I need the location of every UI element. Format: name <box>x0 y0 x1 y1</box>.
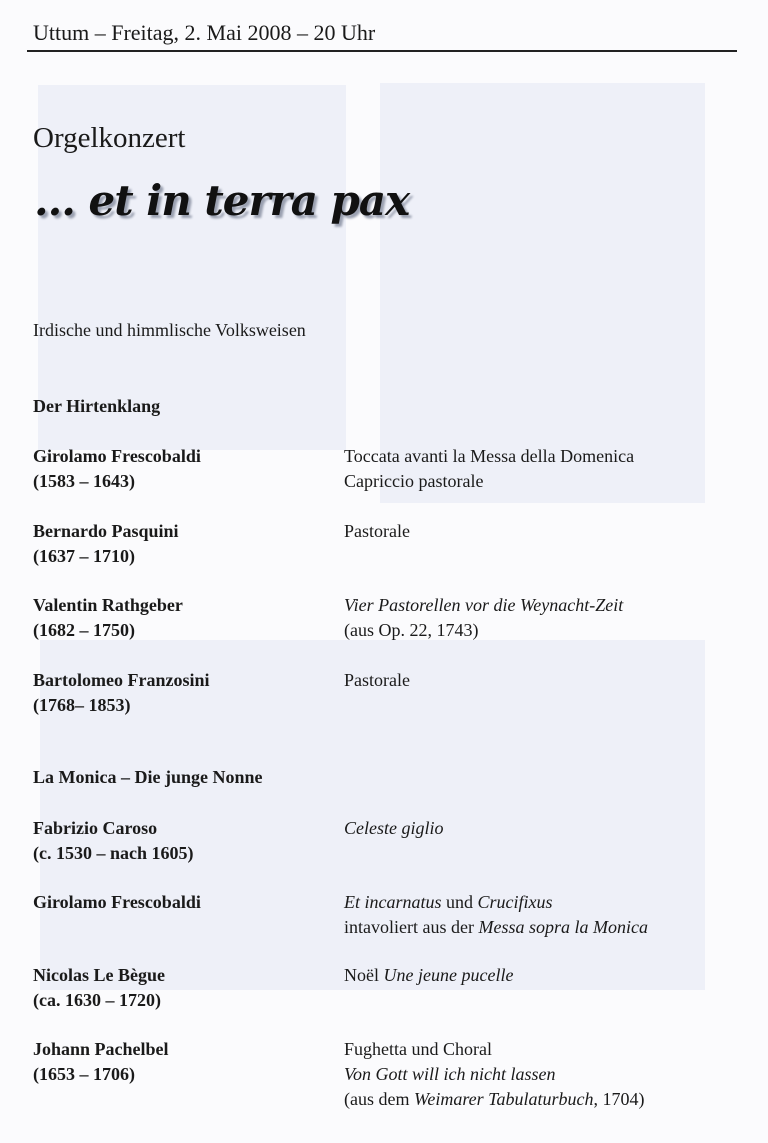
works <box>344 593 744 643</box>
work-line <box>344 444 744 469</box>
work-text: Crucifixus <box>477 892 553 912</box>
work-line <box>344 890 744 915</box>
work-text: (aus Op. 22, 1743) <box>344 620 479 640</box>
concert-subtitle: Irdische und himmlische Volksweisen <box>33 320 306 340</box>
works <box>344 444 744 494</box>
work-text: Noël <box>344 965 384 985</box>
composer-name: Johann Pachelbel <box>33 1039 169 1059</box>
concert-motto: ... et in terra pax <box>34 176 410 225</box>
work-text: Messa sopra la Monica <box>478 917 648 937</box>
work-line <box>344 1037 744 1062</box>
work-text: Et incarnatus <box>344 892 442 912</box>
work-text: Vier Pastorellen vor die Weynacht-Zeit <box>344 595 624 615</box>
composer <box>33 519 333 569</box>
composer-dates: (1768– 1853) <box>33 695 131 715</box>
work-text: Von Gott will ich nicht lassen <box>344 1064 556 1084</box>
works <box>344 668 744 693</box>
works <box>344 519 744 544</box>
work-line <box>344 618 744 643</box>
work-text: , 1704) <box>593 1089 645 1109</box>
composer-dates: (c. 1530 – nach 1605) <box>33 843 194 863</box>
composer-name: Valentin Rathgeber <box>33 595 183 615</box>
work-line <box>344 1087 744 1112</box>
event-header: Uttum – Freitag, 2. Mai 2008 – 20 Uhr <box>33 20 376 45</box>
work-text: intavoliert aus der <box>344 917 479 937</box>
composer <box>33 890 333 915</box>
work-text: Capriccio pastorale <box>344 471 484 491</box>
composer <box>33 593 333 643</box>
works <box>344 890 744 940</box>
section-heading: Der Hirtenklang <box>33 396 161 416</box>
section-heading: La Monica – Die junge Nonne <box>33 767 263 787</box>
works <box>344 963 744 988</box>
composer-name: Girolamo Frescobaldi <box>33 892 201 912</box>
work-line <box>344 915 744 940</box>
composer-dates: (1682 – 1750) <box>33 620 135 640</box>
composer-name: Bernardo Pasquini <box>33 521 179 541</box>
composer-dates: (1653 – 1706) <box>33 1064 135 1084</box>
works <box>344 1037 744 1112</box>
work-line <box>344 1062 744 1087</box>
composer <box>33 963 333 1013</box>
concert-title: Orgelkonzert <box>33 122 186 154</box>
work-text: Weimarer Tabulaturbuch <box>413 1089 594 1109</box>
work-text: (aus dem <box>344 1089 414 1109</box>
composer-name: Nicolas Le Bègue <box>33 965 165 985</box>
composer <box>33 1037 333 1087</box>
work-line <box>344 963 744 988</box>
work-text: Celeste giglio <box>344 818 444 838</box>
work-text: und <box>441 892 478 912</box>
composer <box>33 444 333 494</box>
work-text: Fughetta und Choral <box>344 1039 492 1059</box>
work-text: Une jeune pucelle <box>383 965 514 985</box>
work-line <box>344 469 744 494</box>
background-image-right <box>380 83 705 503</box>
works <box>344 816 744 841</box>
composer-name: Bartolomeo Franzosini <box>33 670 210 690</box>
composer <box>33 816 333 866</box>
work-line <box>344 519 744 544</box>
composer-dates: (ca. 1630 – 1720) <box>33 990 161 1010</box>
work-text: Pastorale <box>344 521 410 541</box>
work-line <box>344 816 744 841</box>
work-text: Toccata avanti la Messa della Domenica <box>344 446 635 466</box>
composer-dates: (1583 – 1643) <box>33 471 135 491</box>
work-line <box>344 668 744 693</box>
composer-dates: (1637 – 1710) <box>33 546 135 566</box>
composer-name: Girolamo Frescobaldi <box>33 446 201 466</box>
header-rule <box>27 50 737 52</box>
composer <box>33 668 333 718</box>
work-line <box>344 593 744 618</box>
work-text: Pastorale <box>344 670 410 690</box>
composer-name: Fabrizio Caroso <box>33 818 158 838</box>
